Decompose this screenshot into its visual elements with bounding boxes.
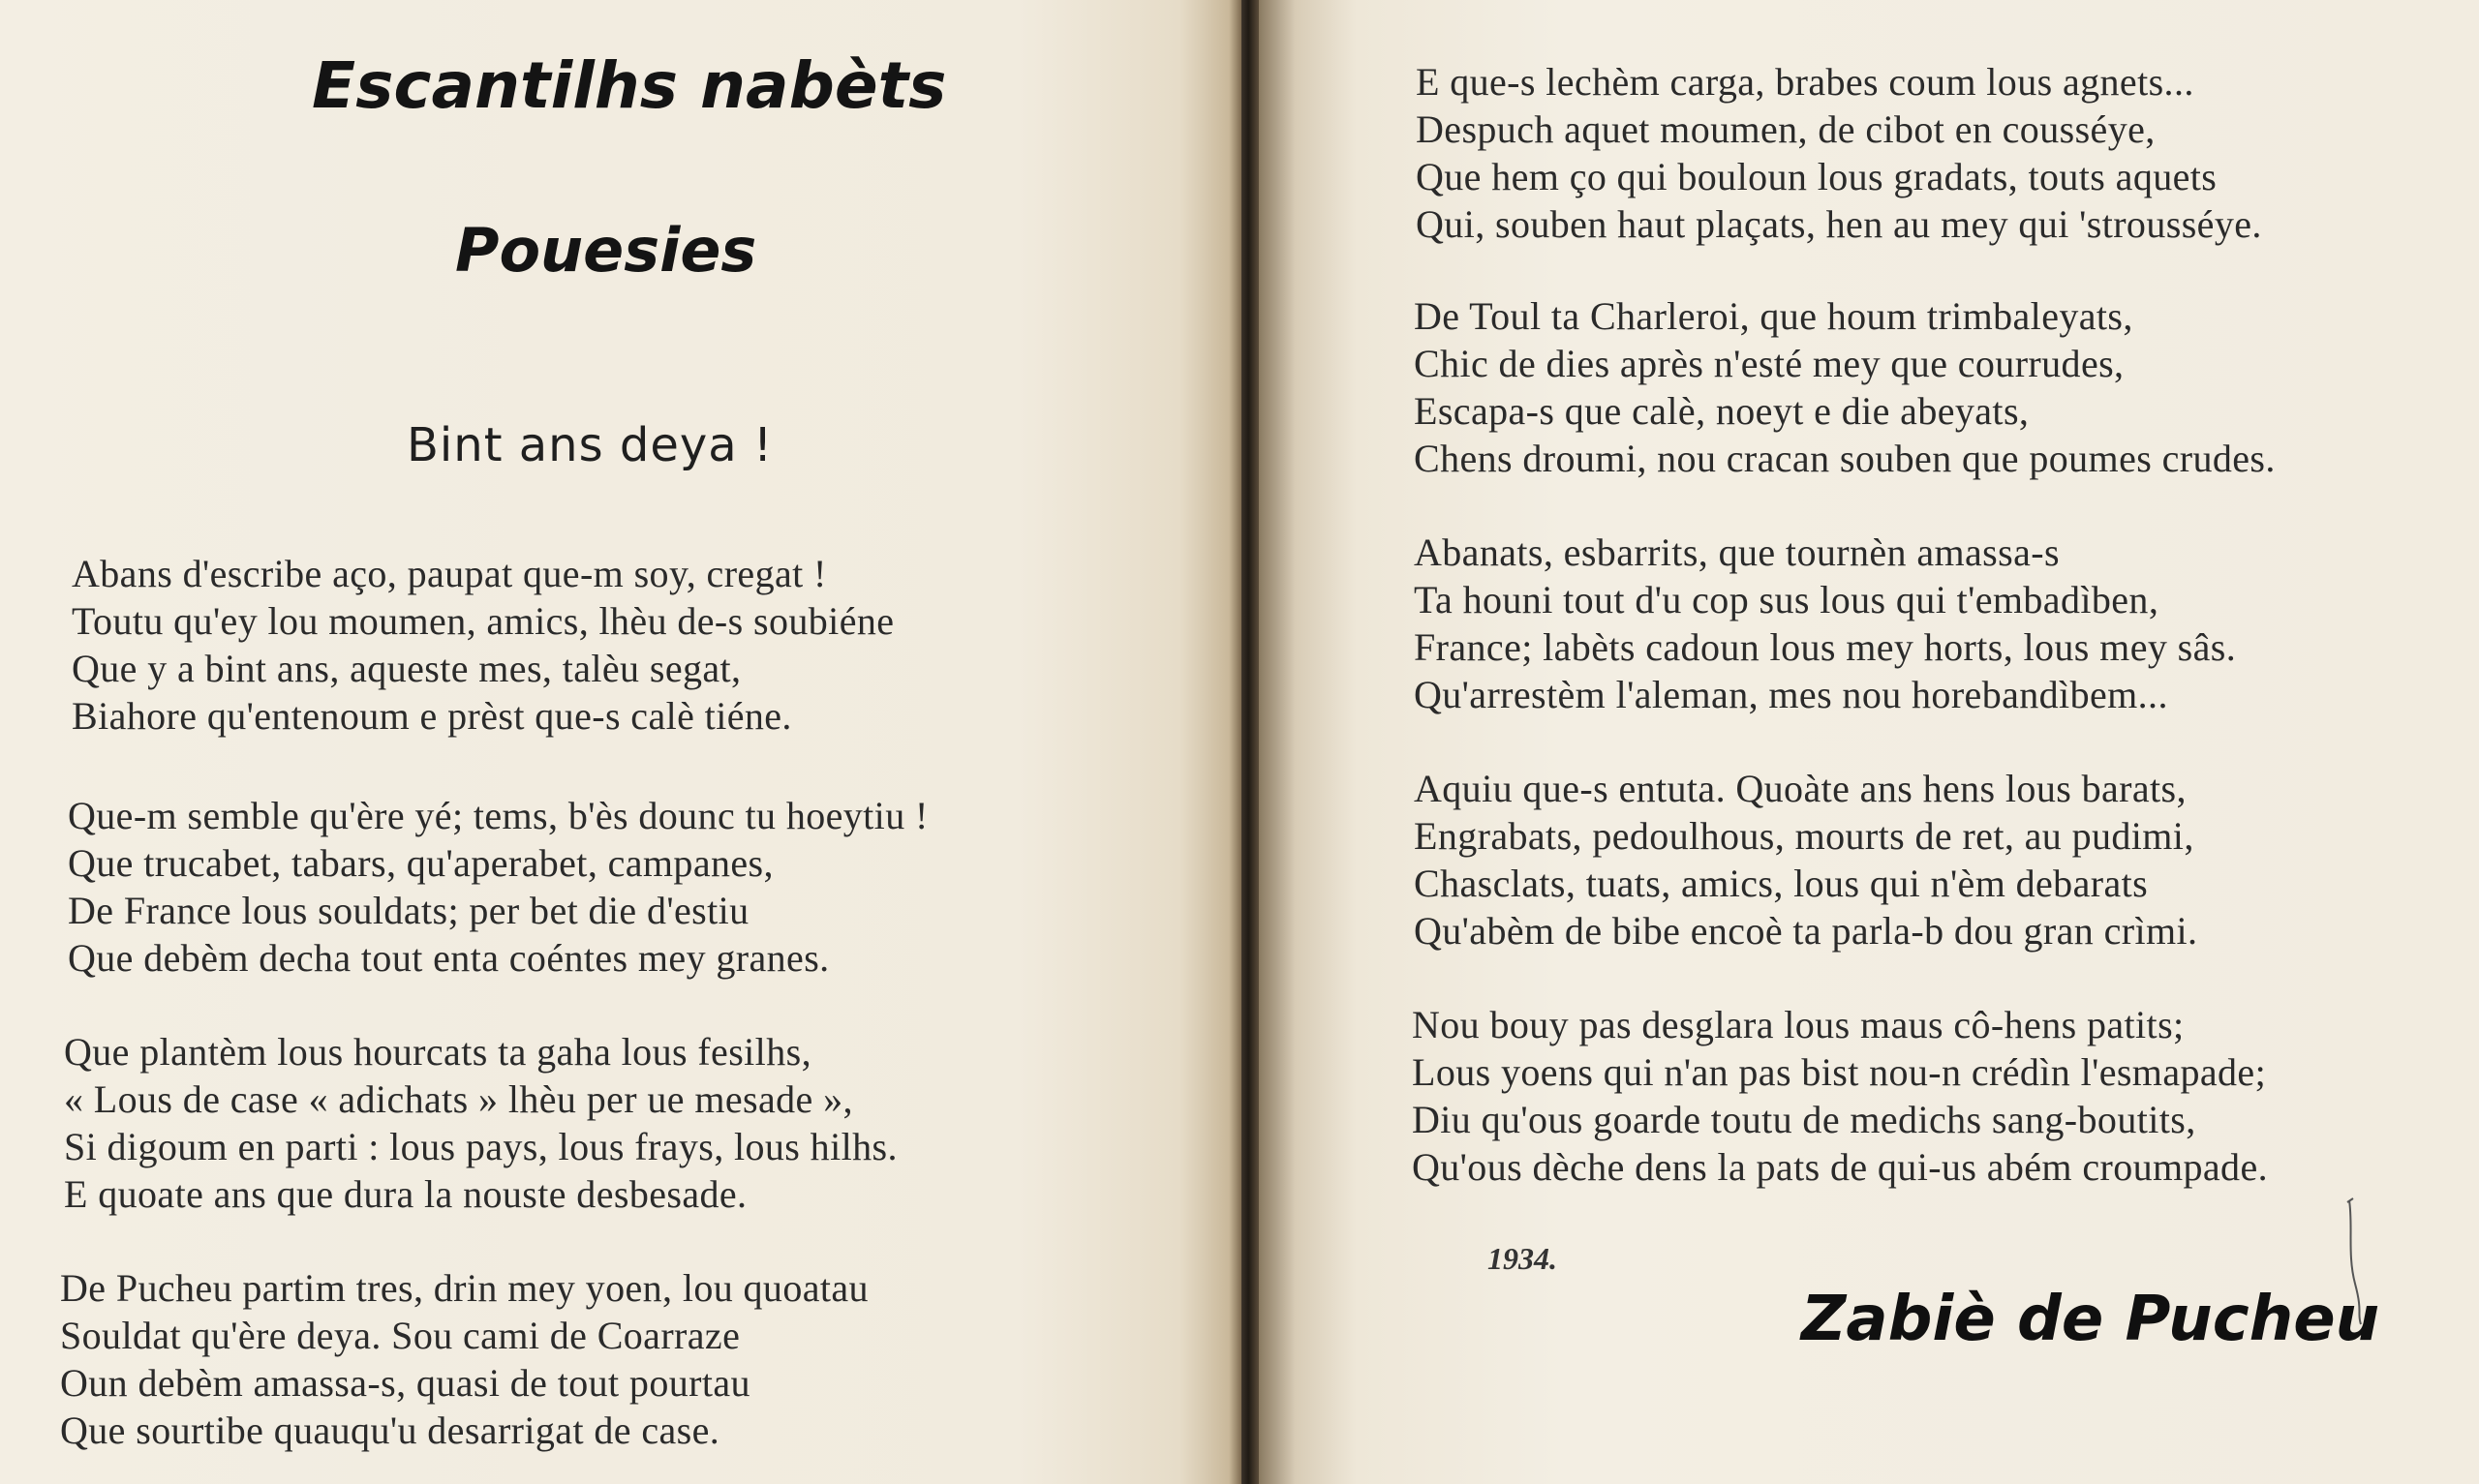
stanza-3 bbox=[64, 1028, 898, 1218]
poem-line: E quoate ans que dura la nouste desbesade. bbox=[64, 1172, 748, 1216]
poem-line: De France lous souldats; per bet die d'estiu bbox=[68, 889, 750, 932]
poem-line: Que-m semble qu'ère yé; tems, b'ès dounc tu hoeytiu ! bbox=[68, 794, 929, 837]
poem-title: Bint ans deya ! bbox=[407, 418, 774, 472]
poem-line: Aquiu que-s entuta. Quoàte ans hens lous barats, bbox=[1414, 767, 2187, 810]
poem-line: Abanats, esbarrits, que tournèn amassa-s bbox=[1414, 530, 2060, 574]
poem-line: France; labèts cadoun lous mey horts, lous mey sâs. bbox=[1414, 625, 2237, 669]
poem-line: Chic de dies après n'esté mey que courrudes, bbox=[1414, 342, 2125, 385]
poem-line: Oun debèm amassa-s, quasi de tout pourtau bbox=[60, 1361, 750, 1405]
poem-line: De Toul ta Charleroi, que houm trimbaleyats, bbox=[1414, 294, 2133, 338]
poem-line: Engrabats, pedoulhous, mourts de ret, au pudimi, bbox=[1414, 814, 2194, 858]
stanza-9 bbox=[1412, 1001, 2268, 1191]
poem-line: Qu'abèm de bibe encoè ta parla-b dou gran crìmi. bbox=[1414, 909, 2198, 953]
poem-line: Qu'arrestèm l'aleman, mes nou horebandìbem... bbox=[1414, 673, 2168, 716]
stanza-1 bbox=[72, 550, 894, 740]
poem-line: Despuch aquet moumen, de cibot en cousséye, bbox=[1416, 107, 2156, 151]
poem-line: Abans d'escribe aço, paupat que-m soy, cregat ! bbox=[72, 552, 827, 595]
poem-line: Chens droumi, nou cracan souben que poumes crudes. bbox=[1414, 437, 2276, 480]
right-page bbox=[1259, 0, 2479, 1484]
poem-line: Si digoum en parti : lous pays, lous frays, lous hilhs. bbox=[64, 1125, 898, 1168]
book-spine bbox=[1241, 0, 1259, 1484]
poem-line: De Pucheu partim tres, drin mey yoen, lou quoatau bbox=[60, 1266, 869, 1310]
stanza-4 bbox=[60, 1264, 869, 1454]
poem-line: Qui, souben haut plaçats, hen au mey qui 'strousséye. bbox=[1416, 202, 2262, 246]
poem-line: E que-s lechèm carga, brabes coum lous agnets... bbox=[1416, 60, 2194, 104]
poem-line: Souldat qu'ère deya. Sou cami de Coarraze bbox=[60, 1314, 741, 1357]
poem-line: Que hem ço qui bouloun lous gradats, touts aquets bbox=[1416, 155, 2218, 198]
poem-line: Nou bouy pas desglara lous maus cô-hens patits; bbox=[1412, 1003, 2185, 1046]
poem-line: Qu'ous dèche dens la pats de qui-us abém croumpade. bbox=[1412, 1145, 2269, 1189]
poem-line: Que trucabet, tabars, qu'aperabet, campanes, bbox=[68, 841, 774, 885]
author-signature: Zabiè de Pucheu bbox=[1801, 1284, 2380, 1355]
poem-line: Chasclats, tuats, amics, lous qui n'èm debarats bbox=[1414, 862, 2149, 905]
stanza-8 bbox=[1414, 765, 2197, 954]
poem-line: Que plantèm lous hourcats ta gaha lous fesilhs, bbox=[64, 1030, 811, 1074]
stanza-5 bbox=[1416, 58, 2262, 248]
poem-line: Toutu qu'ey lou moumen, amics, lhèu de-s soubiéne bbox=[72, 599, 895, 643]
poem-line: Diu qu'ous goarde toutu de medichs sang-boutits, bbox=[1412, 1098, 2196, 1141]
stanza-6 bbox=[1414, 292, 2276, 482]
poem-date: 1934. bbox=[1487, 1241, 1557, 1276]
book-title: Escantilhs nabèts bbox=[312, 48, 947, 123]
poem-line: Que y a bint ans, aqueste mes, talèu segat, bbox=[72, 647, 742, 690]
pen-mark-decoration bbox=[2343, 1196, 2367, 1328]
stanza-7 bbox=[1414, 529, 2236, 718]
poem-line: Que sourtibe quauqu'u desarrigat de case. bbox=[60, 1408, 720, 1452]
poem-line: Escapa-s que calè, noeyt e die abeyats, bbox=[1414, 389, 2030, 433]
poem-line: Que debèm decha tout enta coéntes mey granes. bbox=[68, 936, 830, 980]
poem-line: Lous yoens qui n'an pas bist nou-n crédìn l'esmapade; bbox=[1412, 1050, 2267, 1094]
poem-line: « Lous de case « adichats » lhèu per ue mesade », bbox=[64, 1077, 853, 1121]
book-subtitle: Pouesies bbox=[455, 215, 757, 286]
stanza-2 bbox=[68, 792, 929, 982]
poem-line: Biahore qu'entenoum e prèst que-s calè tiéne. bbox=[72, 694, 792, 738]
poem-line: Ta houni tout d'u cop sus lous qui t'embadìben, bbox=[1414, 578, 2159, 621]
